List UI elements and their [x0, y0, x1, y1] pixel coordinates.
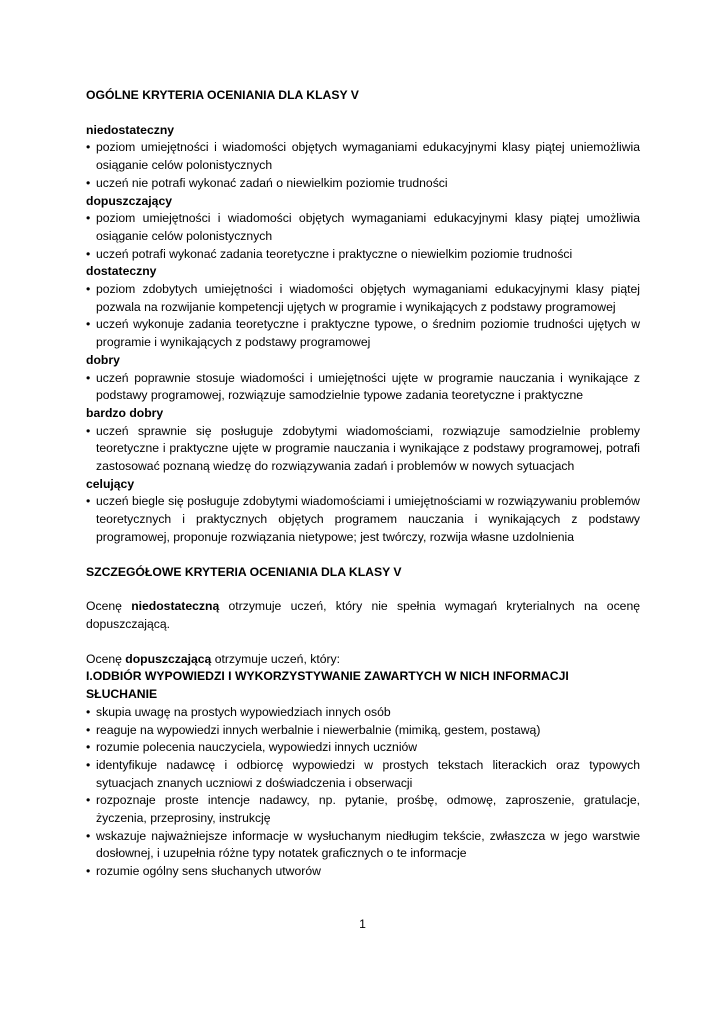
listening-item: • reaguje na wypowiedzi innych werbalnie i niewerbalnie (mimiką, gestem, postawą)	[86, 722, 640, 740]
criteria-item: • poziom zdobytych umiejętności i wiadomości objętych wymaganiami edukacyjnymi klasy piątej pozwala na rozwijanie kompetencji ujętych w programie i wynikających z podstawy programowej	[86, 281, 640, 316]
grade-criteria-list	[86, 210, 640, 263]
listening-item: • rozpoznaje proste intencje nadawcy, np. pytanie, prośbę, odmowę, zaproszenie, gratulacje, życzenia, przeprosiny, instrukcję	[86, 792, 640, 827]
document-page	[86, 87, 640, 881]
criteria-item: • uczeń sprawnie się posługuje zdobytymi wiadomościami, rozwiązuje samodzielnie problemy teoretyczne i praktyczne ujęte w programie nauczania i wynikające z podstawy programowej, potrafi zastosować poznaną wiedzę do rozwiązywania zadań i problemów w nowych sytuacjach	[86, 423, 640, 476]
para1-bold: niedostateczną	[131, 599, 220, 614]
criteria-item: • poziom umiejętności i wiadomości objętych wymaganiami edukacyjnymi klasy piątej umożliwia osiąganie celów polonistycznych	[86, 210, 640, 245]
grade-heading: dostateczny	[86, 264, 157, 279]
grade-heading: dopuszczający	[86, 193, 173, 208]
section-heading: I.ODBIÓR WYPOWIEDZI I WYKORZYSTYWANIE ZAWARTYCH W NICH INFORMACJI	[86, 669, 569, 684]
grades-section	[86, 122, 640, 547]
title-general: OGÓLNE KRYTERIA OCENIANIA DLA KLASY V	[86, 88, 359, 102]
grade-criteria-list	[86, 139, 640, 192]
grade-criteria-list	[86, 370, 640, 405]
grade-criteria-list	[86, 281, 640, 352]
paragraph-niedostateczna	[86, 598, 640, 633]
paragraph-dopuszczajaca	[86, 651, 640, 669]
grade-criteria-list	[86, 493, 640, 546]
listening-item: • skupia uwagę na prostych wypowiedziach innych osób	[86, 704, 640, 722]
para1-pre: Ocenę	[86, 599, 132, 614]
para1-post: otrzymuje uczeń, który nie spełnia wymagań kryterialnych na ocenę dopuszczającą.	[86, 599, 640, 631]
grade-heading: niedostateczny	[86, 122, 175, 137]
criteria-item: • uczeń wykonuje zadania teoretyczne i praktyczne typowe, o średnim poziomie trudności ujętych w programie i wynikających z podstawy programowej	[86, 316, 640, 351]
criteria-item: • uczeń poprawnie stosuje wiadomości i umiejętności ujęte w programie nauczania i wynikające z podstawy programowej, rozwiązuje samodzielnie typowe zadania teoretyczne i praktyczne	[86, 370, 640, 405]
title-detail: SZCZEGÓŁOWE KRYTERIA OCENIANIA DLA KLASY V	[86, 564, 402, 579]
subheading-listening: SŁUCHANIE	[86, 687, 158, 702]
listening-item: • wskazuje najważniejsze informacje w wysłuchanym niedługim tekście, zwłaszcza w jego warstwie dosłownej, i uzupełnia różne typy notatek graficznych o te informacje	[86, 828, 640, 863]
listening-item: • rozumie polecenia nauczyciela, wypowiedzi innych uczniów	[86, 739, 640, 757]
para2-pre: Ocenę	[86, 651, 126, 666]
criteria-item: • uczeń biegle się posługuje zdobytymi wiadomościami i umiejętnościami w rozwiązywaniu problemów teoretycznych i praktycznych objętych programem nauczania i wynikających z podstawy programowej, proponuje rozwiązania nietypowe; jest twórczy, rozwija własne uzdolnienia	[86, 493, 640, 546]
listening-item: • rozumie ogólny sens słuchanych utworów	[86, 863, 640, 881]
para2-post: otrzymuje uczeń, który:	[211, 651, 341, 666]
grade-criteria-list	[86, 423, 640, 476]
listening-list	[86, 704, 640, 881]
grade-heading: bardzo dobry	[86, 405, 164, 420]
criteria-item: • uczeń potrafi wykonać zadania teoretyczne i praktyczne o niewielkim poziomie trudności	[86, 246, 640, 264]
page-number: 1	[359, 917, 366, 931]
criteria-item: • uczeń nie potrafi wykonać zadań o niewielkim poziomie trudności	[86, 175, 640, 193]
para2-bold: dopuszczającą	[125, 651, 212, 666]
criteria-item: • poziom umiejętności i wiadomości objętych wymaganiami edukacyjnymi klasy piątej uniemożliwia osiąganie celów polonistycznych	[86, 139, 640, 174]
listening-item: • identyfikuje nadawcę i odbiorcę wypowiedzi w prostych tekstach literackich oraz typowych sytuacjach znanych uczniowi z doświadczenia i obserwacji	[86, 757, 640, 792]
grade-heading: dobry	[86, 352, 120, 367]
grade-heading: celujący	[86, 476, 135, 491]
